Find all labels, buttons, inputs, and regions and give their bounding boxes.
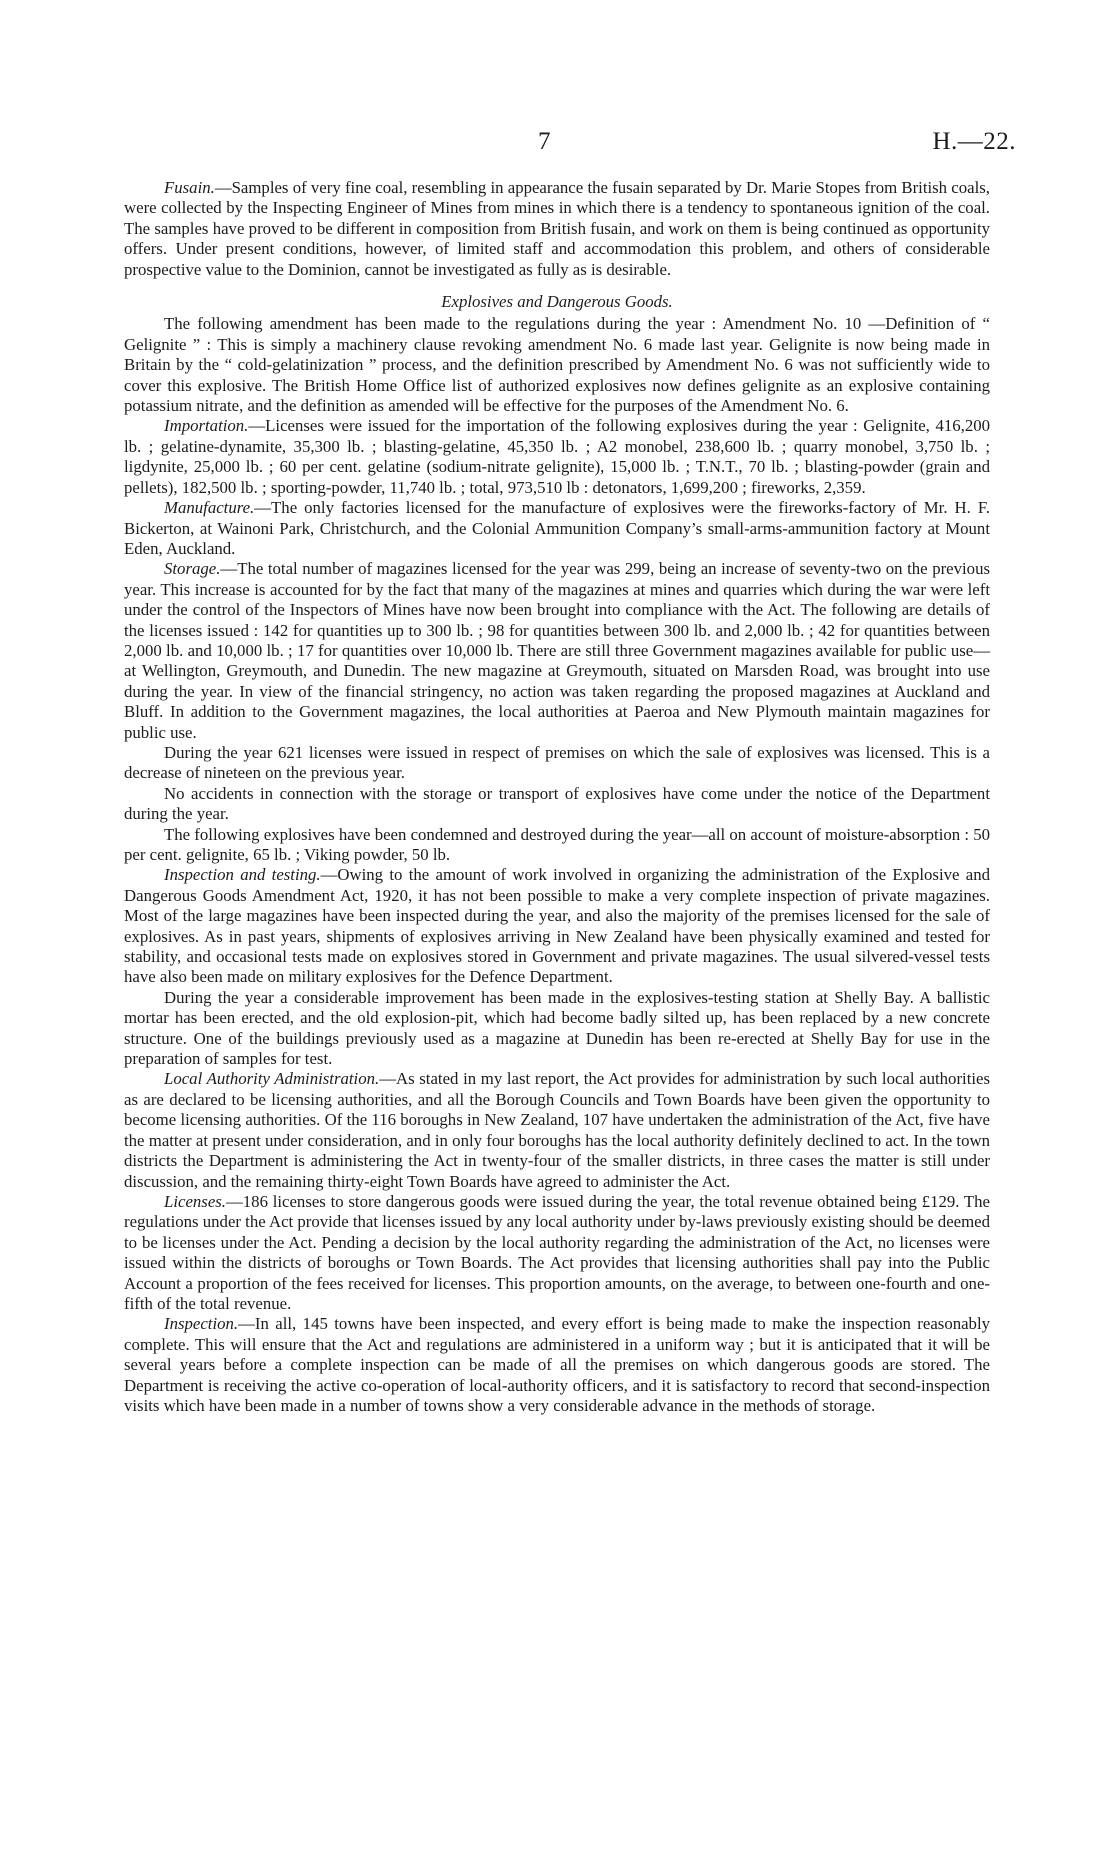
paragraph-sale-licenses	[124, 743, 990, 784]
paragraph-fusain	[124, 178, 990, 280]
paragraph-accidents	[124, 784, 990, 825]
paragraph-lead: Manufacture.	[164, 498, 255, 518]
paragraph-text: During the year a considerable improvement has been made in the explosives-testing station at Shelly Bay. A ballistic mortar has been erected, and the old explosion-pit, which had become badly silted up, has been replaced by a new concrete structure. One of the buildings previously used as a magazine at Dunedin has been re-erected at Shelly Bay for use in the preparation of samples for test.	[124, 987, 990, 1069]
paragraph-lead: Inspection and testing.	[164, 865, 321, 885]
paragraph-inspection	[124, 1314, 990, 1416]
paragraph-lead: Local Authority Administration.	[164, 1069, 380, 1089]
paragraph-licenses	[124, 1192, 990, 1314]
paragraph-text: During the year 621 licenses were issued in respect of premises on which the sale of explosives was licensed. This is a decrease of nineteen on the previous year.	[124, 742, 990, 783]
paragraph-condemned	[124, 825, 990, 866]
paragraph-lead: Fusain.	[164, 178, 215, 197]
paragraph-lead: Importation.	[164, 416, 249, 436]
paragraph-text: —In all, 145 towns have been inspected, and every effort is being made to make the inspection reasonably complete. This will ensure that the Act and regulations are administered in a uniform way ; but it is anticipated that it will be several years before a complete inspection can be made of all the premises on which dangerous goods are stored. The Department is receiving the active co-operation of local-authority officers, and it is satisfactory to record that second-inspection visits which have been made in a number of towns show a very considerable advance in the methods of storage.	[124, 1314, 990, 1415]
paragraph-lead: Licenses.	[164, 1191, 226, 1211]
paragraph-text: The following explosives have been condemned and destroyed during the year—all on account of moisture-absorption : 50 per cent. gelignite, 65 lb. ; Viking powder, 50 lb.	[124, 824, 990, 864]
paragraph-text: No accidents in connection with the storage or transport of explosives have come under the notice of the Department during the year.	[124, 783, 990, 824]
page-header	[0, 128, 1114, 162]
paragraph-text: —Licenses were issued for the importation of the following explosives during the year : Gelignite, 416,200 lb. ; gelatine-dynamite, 35,300 lb. ; blasting-gelatine, 45,350 lb. ; A2 monobel, 238,600 lb. ; quarry monobel, 3,750 lb. ; ligdynite, 25,000 lb. ; 60 per cent. gelatine (sodium-nitrate gelignite), 15,000 lb. ; T.N.T., 70 lb. ; blasting-powder (grain and pellets), 182,500 lb. ; sporting-powder, 11,740 lb. ; total, 973,510 lb : detonators, 1,699,200 ; fireworks, 2,359.	[124, 416, 990, 497]
paragraph-text: —186 licenses to store dangerous goods were issued during the year, the total revenue obtained being £129. The regulations under the Act provide that licenses issued by any local authority under by-laws previously existing should be deemed to be licenses under the Act. Pending a decision by the local authority regarding the administration of the Act, no licenses were issued within the districts of boroughs or Town Boards. The Act provides that licensing authorities shall pay into the Public Account a proportion of the fees received for licenses. This proportion amounts, on the average, to between one-fourth and one-fifth of the total revenue.	[124, 1191, 990, 1313]
paragraph-text: —As stated in my last report, the Act provides for administration by such local authorities as are declared to be licensing authorities, and all the Borough Councils and Town Boards have been given the opportunity to become licensing authorities. Of the 116 boroughs in New Zealand, 107 have undertaken the administration of the Act, five have the matter at present under consideration, and in only four boroughs has the local authority definitely declined to act. In the town districts the Department is administering the Act in twenty-four of the smaller districts, in three cases the matter is still under discussion, and the remaining thirty-eight Town Boards have agreed to administer the Act.	[124, 1069, 991, 1191]
section-heading: Explosives and Dangerous Goods.	[441, 292, 673, 312]
paragraph-lead: Inspection.	[164, 1314, 239, 1334]
paragraph-text: —Samples of very fine coal, resembling in appearance the fusain separated by Dr. Marie Stopes from British coals, were collected by the Inspecting Engineer of Mines from mines in which there is a tendency to spontaneous ignition of the coal. The samples have proved to be different in composition from British fusain, and work on them is being continued as opportunity offers. Under present conditions, however, of limited staff and accommodation this problem, and others of considerable prospective value to the Dominion, cannot be investigated as fully as is desirable.	[124, 178, 990, 279]
paragraph-amendment	[124, 314, 990, 416]
paragraph-storage	[124, 559, 990, 743]
paragraph-text: —Owing to the amount of work involved in organizing the administration of the Explosive and Dangerous Goods Amendment Act, 1920, it has not been possible to make a very complete inspection of private magazines. Most of the large magazines have been inspected during the year, and also the majority of the premises licensed for the sale of explosives. As in past years, shipments of explosives arriving in New Zealand have been physically examined and tested for stability, and occasional tests made on explosives stored in Government and private magazines. The usual silvered-vessel tests have also been made on military explosives for the Defence Department.	[124, 865, 990, 987]
paragraph-manufacture	[124, 498, 990, 559]
paragraph-importation	[124, 416, 990, 498]
paragraph-inspection-testing	[124, 865, 990, 987]
report-code: H.—22.	[932, 128, 1016, 155]
page-number: 7	[538, 128, 551, 155]
paragraph-local-authority	[124, 1069, 990, 1191]
paragraph-text: The following amendment has been made to the regulations during the year : Amendment No. 10 —Definition of “ Gelignite ” : This is simply a machinery clause revoking amendment No. 6 made last year. Gelignite is now being made in Britain by the “ cold-gelatinization ” process, and the definition prescribed by Amendment No. 6 was not sufficiently wide to cover this explosive. The British Home Office list of authorized explosives now defines gelignite as an explosive containing potassium nitrate, and the definition as amended will be effective for the purposes of the Amendment No. 6.	[124, 314, 990, 416]
paragraph-lead: Storage.	[164, 559, 221, 579]
paragraph-testing-station	[124, 988, 990, 1070]
paragraph-text: —The only factories licensed for the manufacture of explosives were the fireworks-factory of Mr. H. F. Bickerton, at Wainoni Park, Christchurch, and the Colonial Ammunition Company’s small-arms-ammunition factory at Mount Eden, Auckland.	[124, 498, 990, 558]
paragraph-text: —The total number of magazines licensed for the year was 299, being an increase of seventy-two on the previous year. This increase is accounted for by the fact that many of the magazines at mines and quarries which during the war were left under the control of the Inspectors of Mines have now been brought into compliance with the Act. The following are details of the licenses issued : 142 for quantities up to 300 lb. ; 98 for quantities between 300 lb. and 2,000 lb. ; 42 for quantities between 2,000 lb. and 10,000 lb. ; 17 for quantities over 10,000 lb. There are still three Government magazines available for public use—at Wellington, Greymouth, and Dunedin. The new magazine at Greymouth, situated on Marsden Road, was brought into use during the year. In view of the financial stringency, no action was taken regarding the proposed magazines at Auckland and Bluff. In addition to the Government magazines, the local authorities at Paeroa and New Plymouth maintain magazines for public use.	[124, 559, 990, 742]
document-body	[124, 178, 990, 1416]
